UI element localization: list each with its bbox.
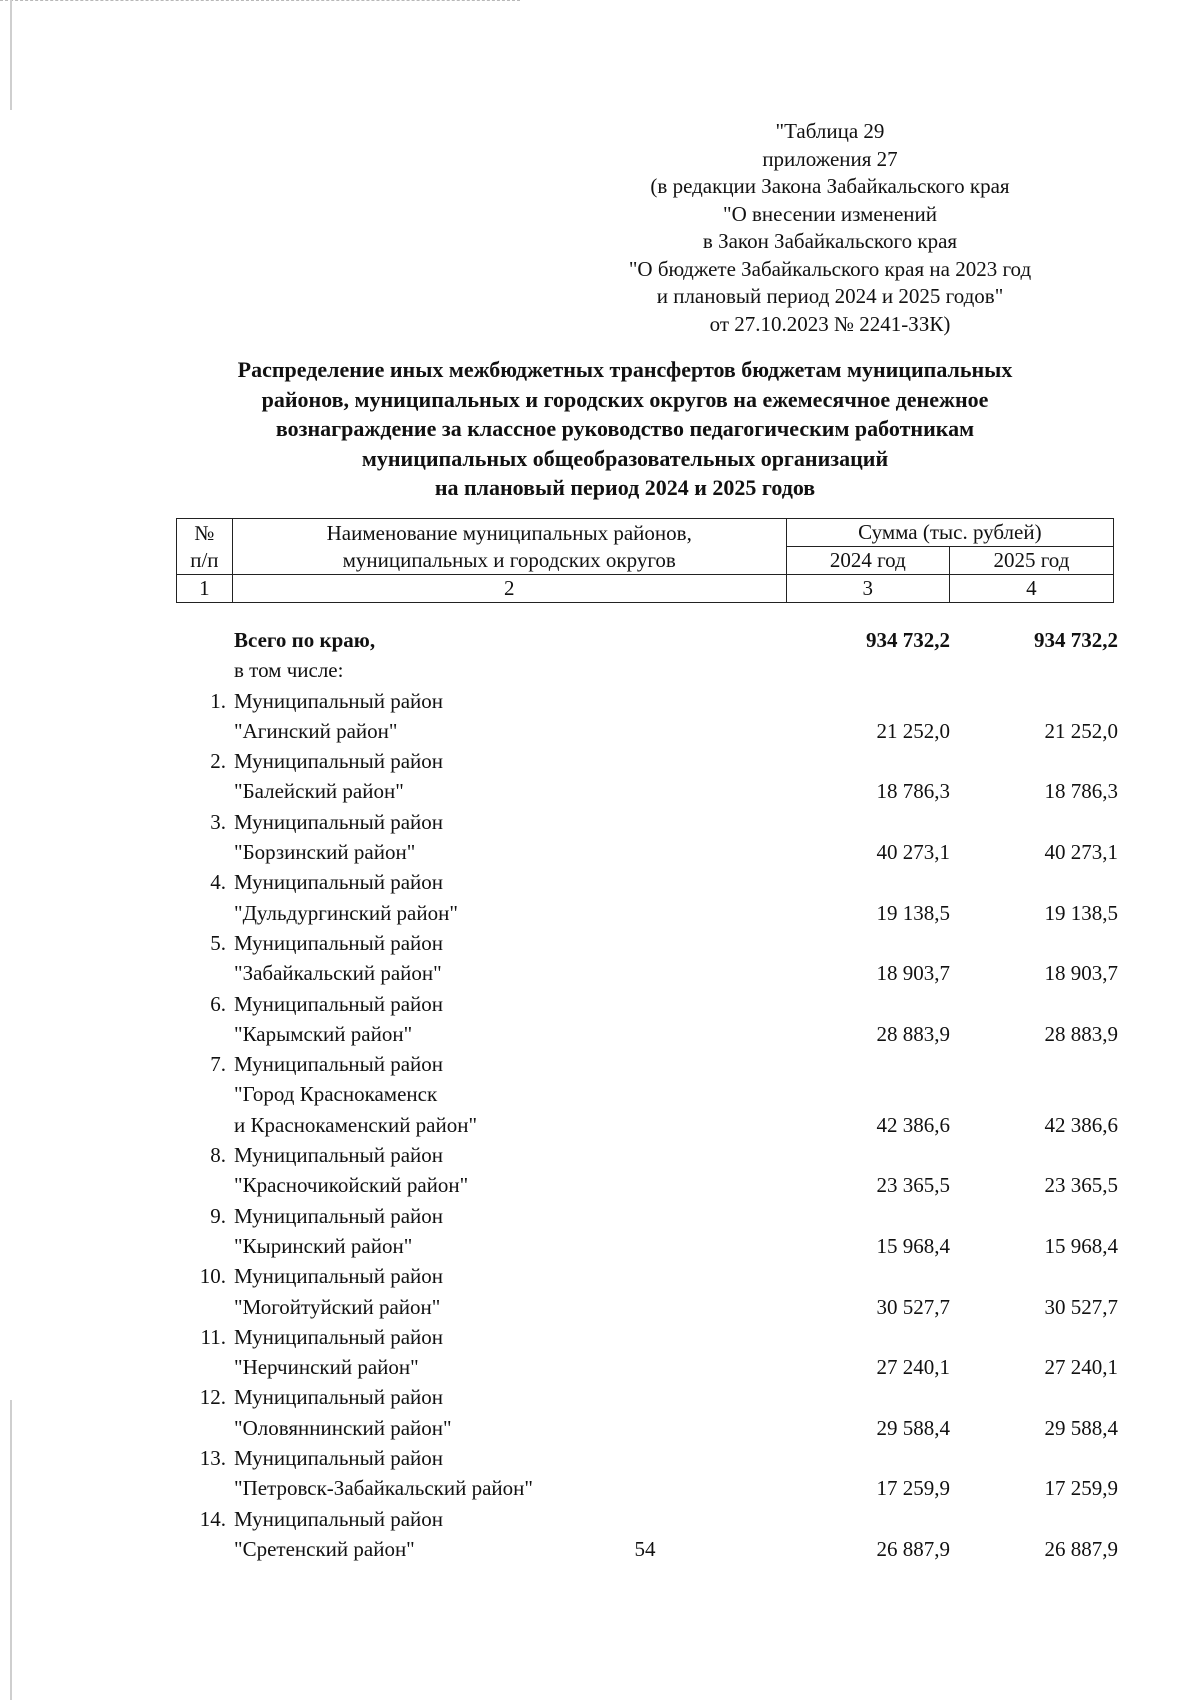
row-value-2024: 40 273,1 — [876, 840, 950, 865]
row-number: 6. — [210, 991, 226, 1016]
table-row — [176, 1110, 1118, 1140]
table-row — [176, 1049, 1114, 1079]
amendment-note-line: "О внесении изменений — [723, 201, 937, 226]
table-row — [176, 867, 1114, 897]
row-value-2025: 40 273,1 — [1044, 840, 1118, 865]
row-number: 5. — [210, 930, 226, 955]
table-row — [176, 1140, 1114, 1170]
title-line: муниципальных общеобразовательных организаций — [361, 445, 889, 471]
table-row — [176, 807, 1114, 837]
table-row — [176, 1473, 1118, 1503]
row-value-2025: 17 259,9 — [1044, 1476, 1118, 1501]
row-value-2025: 23 365,5 — [1044, 1173, 1118, 1198]
scan-artifact-line — [0, 0, 520, 3]
table-row — [176, 1352, 1118, 1382]
row-name-line: Муниципальный район — [234, 1446, 444, 1471]
row-name-line: "Балейский район" — [234, 779, 404, 804]
row-value-2025: 30 527,7 — [1044, 1294, 1118, 1319]
table-row — [176, 1231, 1118, 1261]
table-row — [176, 837, 1118, 867]
row-value-2024: 26 887,9 — [876, 1536, 950, 1561]
row-name-line: "Забайкальский район" — [234, 961, 442, 986]
row-name-line: Муниципальный район — [234, 809, 444, 834]
row-number: 3. — [210, 809, 226, 834]
header-name-line: Наименование муниципальных районов, — [326, 520, 692, 545]
header-name — [232, 519, 786, 575]
table-row — [176, 1019, 1118, 1049]
row-value-2024: 18 903,7 — [876, 961, 950, 986]
subtotal-note-row — [176, 655, 1114, 685]
row-name-line: "Город Краснокаменск — [234, 1082, 438, 1107]
table-row — [176, 1443, 1114, 1473]
table-row — [176, 1413, 1118, 1443]
row-number: 2. — [210, 749, 226, 774]
row-value-2024: 28 883,9 — [876, 1021, 950, 1046]
row-number: 8. — [210, 1143, 226, 1168]
row-value-2024: 19 138,5 — [876, 900, 950, 925]
header-number — [177, 519, 233, 575]
table-row — [176, 898, 1118, 928]
row-value-2025: 18 903,7 — [1044, 961, 1118, 986]
row-number: 7. — [210, 1052, 226, 1077]
row-value-2024: 17 259,9 — [876, 1476, 950, 1501]
title-line: Распределение иных межбюджетных трансфертов бюджетам муниципальных — [237, 357, 1013, 382]
row-value-2024: 18 786,3 — [876, 779, 950, 804]
table-row — [176, 686, 1114, 716]
row-value-2024: 27 240,1 — [876, 1355, 950, 1380]
row-name-line: Муниципальный район — [234, 930, 444, 955]
subtotal-note: в том числе: — [234, 658, 344, 683]
column-number-cell: 4 — [949, 575, 1113, 603]
row-name-line: "Красночикойский район" — [234, 1173, 469, 1198]
row-value-2024: 21 252,0 — [876, 718, 950, 743]
total-2025: 934 732,2 — [1034, 628, 1118, 652]
row-name-line: "Оловяннинский район" — [234, 1415, 452, 1440]
amendment-note-line: "Таблица 29 — [775, 119, 885, 143]
row-name-line: "Дульдургинский район" — [234, 900, 458, 925]
column-number-cell: 2 — [232, 575, 786, 603]
table-row — [176, 1292, 1118, 1322]
row-name-line: "Нерчинский район" — [234, 1355, 419, 1380]
row-number: 9. — [210, 1203, 226, 1228]
table-row — [176, 1382, 1114, 1412]
column-number-cell: 3 — [786, 575, 949, 603]
header-sum: Сумма (тыс. рублей) — [786, 519, 1113, 547]
scan-edge-mark — [10, 0, 12, 110]
row-value-2025: 28 883,9 — [1044, 1021, 1118, 1046]
row-name-line: Муниципальный район — [234, 870, 444, 895]
row-value-2025: 21 252,0 — [1044, 718, 1118, 743]
row-value-2025: 26 887,9 — [1044, 1536, 1118, 1561]
document-title — [150, 355, 1100, 503]
table-body — [176, 625, 1118, 1564]
row-name-line: "Борзинский район" — [234, 840, 416, 865]
row-name-line: Муниципальный район — [234, 1324, 444, 1349]
row-value-2024: 15 968,4 — [876, 1233, 950, 1258]
table-row — [176, 1322, 1114, 1352]
row-value-2024: 29 588,4 — [876, 1415, 950, 1440]
row-value-2025: 42 386,6 — [1044, 1112, 1118, 1137]
table-row — [176, 1504, 1114, 1534]
table-row — [176, 928, 1114, 958]
title-line: районов, муниципальных и городских округов на ежемесячное денежное — [261, 386, 989, 412]
row-value-2024: 42 386,6 — [876, 1112, 950, 1137]
row-number: 11. — [200, 1324, 226, 1349]
table-row — [176, 1079, 1114, 1109]
amendment-note — [560, 118, 1100, 338]
table-row — [176, 746, 1114, 776]
row-value-2025: 27 240,1 — [1044, 1355, 1118, 1380]
row-number: 10. — [199, 1264, 226, 1289]
total-label: Всего по краю, — [234, 628, 376, 652]
amendment-note-line: (в редакции Закона Забайкальского края — [650, 174, 1010, 198]
header-name-line: муниципальных и городских округов — [342, 547, 676, 572]
row-name-line: Муниципальный район — [234, 1052, 444, 1077]
header-year-2024: 2024 год — [786, 547, 949, 575]
row-name-line: "Карымский район" — [234, 1021, 413, 1046]
row-name-line: Муниципальный район — [234, 1506, 444, 1531]
row-name-line: "Кыринский район" — [234, 1233, 413, 1258]
row-name-line: "Сретенский район" — [234, 1536, 415, 1561]
row-value-2025: 18 786,3 — [1044, 779, 1118, 804]
row-name-line: "Петровск-Забайкальский район" — [234, 1476, 533, 1501]
table-row — [176, 958, 1118, 988]
column-number-cell: 1 — [177, 575, 233, 603]
table-row — [176, 1261, 1114, 1291]
row-name-line: и Краснокаменский район" — [234, 1112, 478, 1137]
row-name-line: Муниципальный район — [234, 1143, 444, 1168]
row-value-2025: 29 588,4 — [1044, 1415, 1118, 1440]
row-number: 14. — [199, 1506, 226, 1531]
row-number: 1. — [210, 688, 226, 713]
amendment-note-line: приложения 27 — [762, 146, 898, 171]
table-row — [176, 716, 1118, 746]
header-number-line: № — [194, 520, 215, 545]
header-number-line: п/п — [190, 547, 219, 572]
page-number: 54 — [634, 1537, 656, 1561]
row-number: 13. — [199, 1446, 226, 1471]
table-row — [176, 989, 1114, 1019]
row-name-line: Муниципальный район — [234, 1203, 444, 1228]
amendment-note-line: "О бюджете Забайкальского края на 2023 год — [628, 256, 1032, 281]
table-row — [176, 776, 1118, 806]
row-name-line: Муниципальный район — [234, 1264, 444, 1289]
row-number: 4. — [210, 870, 226, 895]
total-2024: 934 732,2 — [866, 628, 950, 652]
row-number: 12. — [199, 1385, 226, 1410]
row-value-2025: 19 138,5 — [1044, 900, 1118, 925]
row-name-line: Муниципальный район — [234, 688, 444, 713]
row-name-line: "Агинский район" — [234, 718, 398, 743]
row-name-line: Муниципальный район — [234, 991, 444, 1016]
row-value-2025: 15 968,4 — [1044, 1233, 1118, 1258]
row-name-line: "Могойтуйский район" — [234, 1294, 441, 1319]
title-line: на плановый период 2024 и 2025 годов — [434, 475, 816, 500]
row-name-line: Муниципальный район — [234, 1385, 444, 1410]
table-header — [176, 518, 1114, 603]
table-row — [176, 1170, 1118, 1200]
row-name-line: Муниципальный район — [234, 749, 444, 774]
amendment-note-line: от 27.10.2023 № 2241-ЗЗК) — [709, 311, 951, 336]
amendment-note-line: в Закон Забайкальского края — [702, 229, 958, 253]
table-row — [176, 1201, 1114, 1231]
row-value-2024: 30 527,7 — [876, 1294, 950, 1319]
header-year-2025: 2025 год — [949, 547, 1113, 575]
total-row — [176, 625, 1118, 655]
row-value-2024: 23 365,5 — [876, 1173, 950, 1198]
title-line: вознаграждение за классное руководство педагогическим работникам — [275, 416, 975, 441]
amendment-note-line: и плановый период 2024 и 2025 годов" — [656, 284, 1004, 308]
